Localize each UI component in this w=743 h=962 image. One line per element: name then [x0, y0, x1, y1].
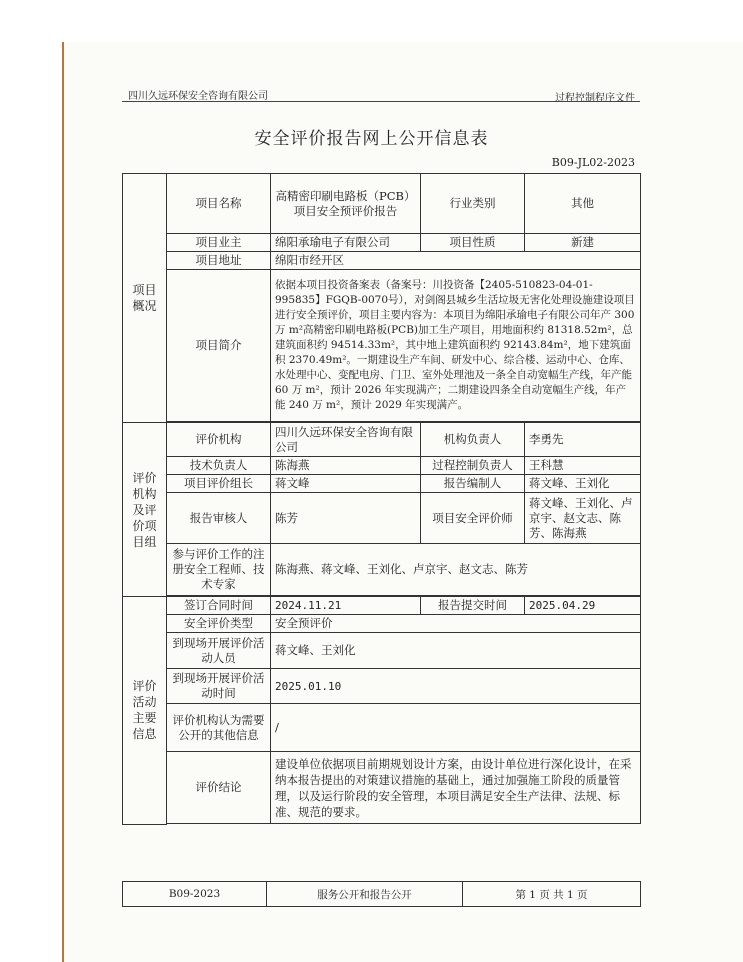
- other-info-value: /: [271, 704, 641, 752]
- owner-value: 绵阳承瑜电子有限公司: [271, 234, 421, 252]
- org-head-value: 李勇先: [525, 423, 641, 457]
- org-value: 四川久远环保安全咨询有限公司: [271, 423, 421, 457]
- process-head-value: 王科慧: [525, 457, 641, 475]
- conclusion-label: 评价结论: [167, 752, 271, 824]
- reviewer-value: 陈芳: [271, 493, 421, 544]
- footer-code: B09-2023: [123, 882, 267, 907]
- writer-value: 蒋文峰、王刘化: [525, 475, 641, 493]
- section-overview: 项目概况: [123, 174, 167, 423]
- owner-label: 项目业主: [167, 234, 271, 252]
- header-doc-type: 过程控制程序文件: [555, 93, 635, 104]
- site-staff-value: 蒋文峰、王刘化: [271, 633, 641, 669]
- header-divider: [122, 101, 640, 102]
- conclusion-value: 建设单位依据项目前期规划设计方案，由设计单位进行深化设计，在采纳本报告提出的对策建议措施的基础上，通过加强施工阶段的质量管理，以及运行阶段的安全管理，本项目满足安全生产法律、法规、标准、规范的要求。: [271, 752, 641, 824]
- project-name-label: 项目名称: [167, 174, 271, 234]
- eval-type-label: 安全评价类型: [167, 615, 271, 633]
- tech-head-label: 技术负责人: [167, 457, 271, 475]
- contract-label: 签订合同时间: [167, 597, 271, 615]
- document-title: 安全评价报告网上公开信息表: [254, 129, 489, 149]
- process-head-label: 过程控制负责人: [421, 457, 525, 475]
- writer-label: 报告编制人: [421, 475, 525, 493]
- section-team: 评价机构及评价项目组: [123, 423, 167, 597]
- submit-label: 报告提交时间: [421, 597, 525, 615]
- experts-label: 参与评价工作的注册安全工程师、技术专家: [167, 544, 271, 596]
- reviewer-label: 报告审核人: [167, 493, 271, 544]
- industry-label: 行业类别: [421, 174, 525, 234]
- org-label: 评价机构: [167, 423, 271, 457]
- address-value: 绵阳市经开区: [271, 252, 641, 270]
- intro-value: 依据本项目投资备案表（备案号：川投资备【2405-510823-04-01-995835】FGQB-0070号），对剑阁县城乡生活垃圾无害化处理设施建设项目进行安全预评价，项目主要内容为：本项目为绵阳承瑜电子有限公司年产 300万 m²高精密印刷电路板(PCB)加工生产项目，用地面积约 81318.52m²，总建筑面积约 94514.33m²，其中地上建筑面积约 92143.84m²，地下建筑面积 2370.49m²。一期建设生产车间、研发中心、综合楼、运动中心、仓库、水处理中心、变配电房、门卫、室外处理池及一条全自动宽幅生产线，年产能 60 万 m²，预计 2026 年实现满产；二期建设四条全自动宽幅生产线，年产能 240 万 m²，预计 2029 年实现满产。: [271, 270, 641, 422]
- org-head-label: 机构负责人: [421, 423, 525, 457]
- site-time-label: 到现场开展评价活动时间: [167, 669, 271, 704]
- evaluators-label: 项目安全评价师: [421, 493, 525, 544]
- intro-label: 项目简介: [167, 270, 271, 422]
- project-name-value: 高精密印刷电路板（PCB）项目安全预评价报告: [271, 174, 421, 234]
- experts-value: 陈海燕、蒋文峰、王刘化、卢京宇、赵文志、陈芳: [271, 544, 641, 596]
- section-activity: 评价活动主要信息: [123, 597, 167, 825]
- evaluators-value: 蒋文峰、王刘化、卢京宇、赵文志、陈芳、陈海燕: [525, 493, 641, 544]
- leader-label: 项目评价组长: [167, 475, 271, 493]
- leader-value: 蒋文峰: [271, 475, 421, 493]
- eval-type-value: 安全预评价: [271, 615, 641, 633]
- site-staff-label: 到现场开展评价活动人员: [167, 633, 271, 669]
- nature-label: 项目性质: [421, 234, 525, 252]
- header-company: 四川久远环保安全咨询有限公司: [128, 91, 268, 102]
- submit-value: 2025.04.29: [525, 597, 641, 615]
- tech-head-value: 陈海燕: [271, 457, 421, 475]
- address-label: 项目地址: [167, 252, 271, 270]
- nature-value: 新建: [525, 234, 641, 252]
- footer-page: 第 1 页 共 1 页: [463, 882, 641, 907]
- info-table: [122, 173, 641, 825]
- footer-center: 服务公开和报告公开: [267, 882, 463, 907]
- document-number: B09-JL02-2023: [551, 156, 635, 169]
- footer-table: [122, 881, 641, 907]
- other-info-label: 评价机构认为需要公开的其他信息: [167, 704, 271, 752]
- industry-value: 其他: [525, 174, 641, 234]
- site-time-value: 2025.01.10: [271, 669, 641, 704]
- contract-value: 2024.11.21: [271, 597, 421, 615]
